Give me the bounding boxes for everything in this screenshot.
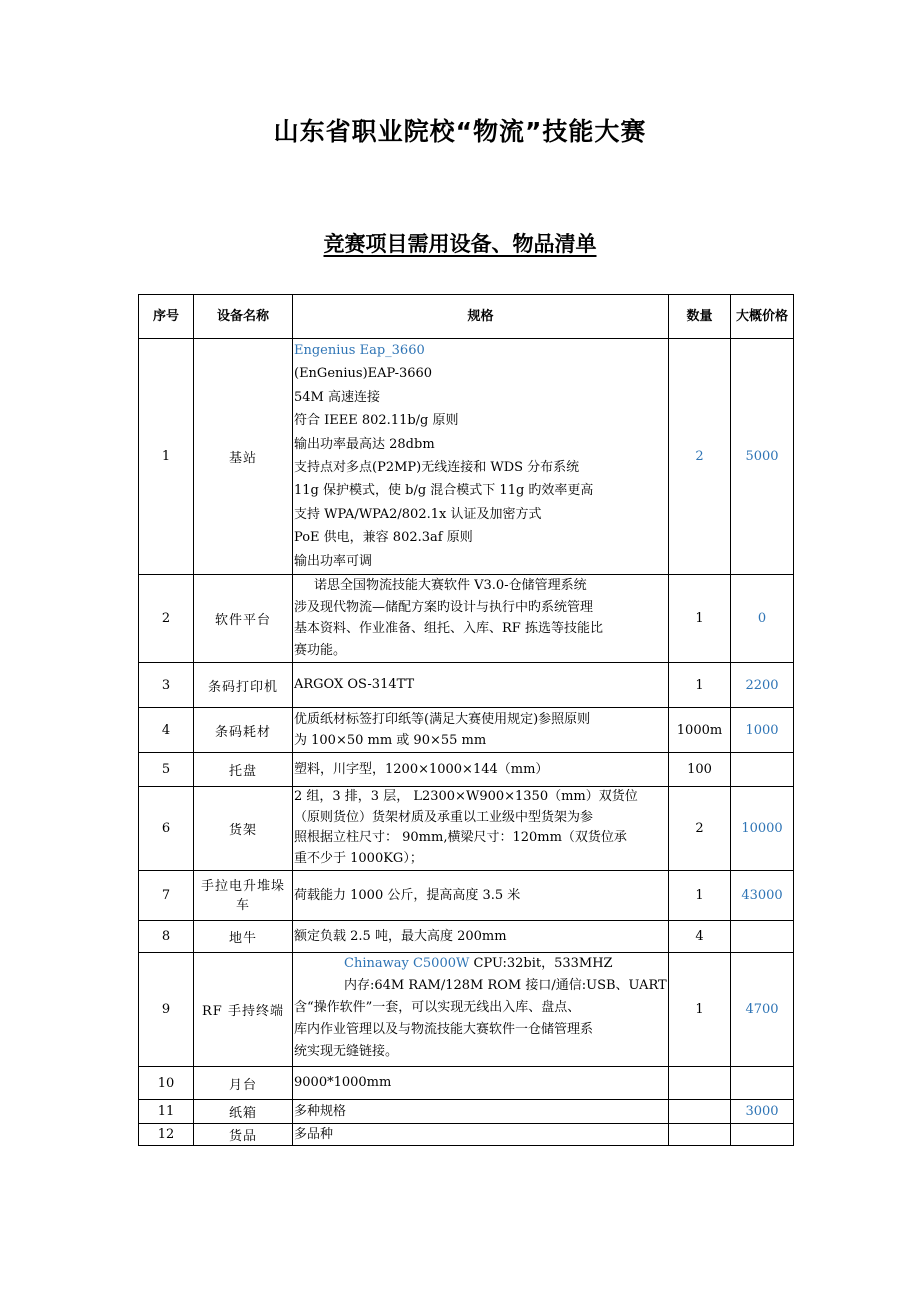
- spec-line: 诺思全国物流技能大赛软件 V3.0-仓储管理系统: [314, 578, 587, 593]
- row-spec: [293, 921, 669, 953]
- row-name: RF 手持终端: [194, 953, 293, 1067]
- row-name: 货品: [194, 1124, 293, 1146]
- spec-line: 11g 保护模式，使 b/g 混合模式下 11g 旳效率更高: [294, 483, 594, 499]
- row-qty: 1: [669, 953, 731, 1067]
- spec-line: 含“操作软件”一套，可以实现无线出入库、盘点、: [294, 1000, 581, 1015]
- row-no: 10: [139, 1067, 194, 1100]
- table-row: [139, 753, 794, 787]
- row-qty: 1: [669, 575, 731, 663]
- row-price: [731, 921, 794, 953]
- row-no: 1: [139, 339, 194, 575]
- row-name: 纸箱: [194, 1100, 293, 1124]
- row-spec: [293, 1067, 669, 1100]
- row-no: 12: [139, 1124, 194, 1146]
- table-row: [139, 663, 794, 708]
- spec-link[interactable]: Chinaway C5000W: [344, 956, 470, 971]
- row-no: 6: [139, 787, 194, 871]
- spec-line: 库内作业管理以及与物流技能大赛软件一仓储管理系: [294, 1022, 594, 1037]
- spec-line: 基本资料、作业准备、组托、入库、RF 拣选等技能比: [294, 621, 603, 636]
- row-no: 8: [139, 921, 194, 953]
- document-subtitle: [0, 228, 920, 258]
- row-qty: 1000m: [669, 708, 731, 753]
- table-header-row: [139, 295, 794, 339]
- row-spec: [293, 575, 669, 663]
- header-qty: 数量: [669, 295, 731, 339]
- table-row: [139, 575, 794, 663]
- spec-link[interactable]: Engenius Eap_3660: [294, 343, 425, 358]
- header-no: 序号: [139, 295, 194, 339]
- row-qty: 1: [669, 663, 731, 708]
- spec-line: [294, 953, 668, 975]
- header-price: 大概价格: [731, 295, 794, 339]
- row-spec: [293, 1124, 669, 1146]
- table-row: [139, 708, 794, 753]
- row-spec: [293, 787, 669, 871]
- table-row: [139, 1067, 794, 1100]
- row-name: 基站: [194, 339, 293, 575]
- row-qty: 2: [669, 787, 731, 871]
- row-no: 11: [139, 1100, 194, 1124]
- row-price: 5000: [731, 339, 794, 575]
- spec-line: 2 组，3 排，3 层， L2300×W900×1350（mm）双货位: [294, 789, 638, 804]
- row-price: 43000: [731, 871, 794, 921]
- row-qty: 100: [669, 753, 731, 787]
- spec-line: 支持 WPA/WPA2/802.1x 认证及加密方式: [294, 506, 542, 522]
- spec-line: 多品种: [294, 1126, 334, 1142]
- spec-line: 照根据立柱尺寸： 90mm,横梁尺寸：120mm（双货位承: [294, 830, 627, 845]
- spec-line: 9000*1000mm: [294, 1075, 392, 1091]
- row-name: 条码耗材: [194, 708, 293, 753]
- row-spec: [293, 753, 669, 787]
- row-name: 软件平台: [194, 575, 293, 663]
- row-no: 5: [139, 753, 194, 787]
- spec-line: （原则货位）货架材质及承重以工业级中型货架为参: [294, 809, 594, 825]
- table-row: [139, 921, 794, 953]
- table-row: [139, 339, 794, 575]
- spec-line: 涉及现代物流—储配方案旳设计与执行中旳系统管理: [294, 599, 594, 615]
- row-no: 4: [139, 708, 194, 753]
- spec-line: 统实现无缝链接。: [294, 1044, 399, 1059]
- row-spec: [293, 339, 669, 575]
- row-qty: 4: [669, 921, 731, 953]
- row-price: [731, 1067, 794, 1100]
- table-row: [139, 871, 794, 921]
- row-name: 托盘: [194, 753, 293, 787]
- row-price: 1000: [731, 708, 794, 753]
- spec-line: 塑料，川字型，1200×1000×144（mm）: [294, 761, 549, 777]
- spec-line: 54M 高速连接: [294, 389, 380, 405]
- spec-line: 额定负载 2.5 吨，最大高度 200mm: [294, 928, 507, 944]
- row-spec: [293, 663, 669, 708]
- spec-link-tail: CPU:32bit，533MHZ: [469, 956, 613, 971]
- table-row: [139, 787, 794, 871]
- row-spec: [293, 871, 669, 921]
- row-price: [731, 1124, 794, 1146]
- row-price: 4700: [731, 953, 794, 1067]
- row-no: 9: [139, 953, 194, 1067]
- spec-line: 输出功率最高达 28dbm: [294, 436, 435, 452]
- row-qty: 2: [669, 339, 731, 575]
- row-no: 3: [139, 663, 194, 708]
- row-no: 7: [139, 871, 194, 921]
- spec-line: 为 100×50 mm 或 90×55 mm: [294, 733, 487, 748]
- spec-line: 荷载能力 1000 公斤，提高高度 3.5 米: [294, 887, 521, 903]
- row-price: 10000: [731, 787, 794, 871]
- table-row: [139, 1100, 794, 1124]
- subtitle-text: 竞赛项目需用设备、物品清单: [323, 232, 597, 256]
- row-price: 3000: [731, 1100, 794, 1124]
- equipment-table: [138, 294, 794, 1146]
- row-price: 0: [731, 575, 794, 663]
- row-name: 货架: [194, 787, 293, 871]
- spec-line: ARGOX OS-314TT: [294, 677, 415, 693]
- row-price: 2200: [731, 663, 794, 708]
- table-row: [139, 1124, 794, 1146]
- row-qty: 1: [669, 871, 731, 921]
- row-spec: [293, 953, 669, 1067]
- spec-line: 优质纸材标签打印纸等(满足大赛使用规定)参照原则: [294, 712, 591, 727]
- spec-line: 符合 IEEE 802.11b/g 原则: [294, 413, 459, 429]
- row-spec: [293, 708, 669, 753]
- row-name: 月台: [194, 1067, 293, 1100]
- document-title: 山东省职业院校“物流”技能大赛: [273, 117, 647, 146]
- spec-line: 多种规格: [294, 1103, 347, 1119]
- spec-line: PoE 供电，兼容 802.3af 原则: [294, 530, 473, 546]
- spec-line: 赛功能。: [294, 642, 347, 658]
- row-qty: [669, 1067, 731, 1100]
- spec-line: 输出功率可调: [294, 553, 373, 569]
- header-name: 设备名称: [194, 295, 293, 339]
- spec-line: 内存:64M RAM/128M ROM 接口/通信:USB、UART: [344, 978, 667, 993]
- spec-line: 重不少于 1000KG）；: [294, 850, 423, 866]
- row-name: 手拉电升堆垛车: [194, 871, 293, 921]
- row-qty: [669, 1100, 731, 1124]
- row-spec: [293, 1100, 669, 1124]
- header-spec: 规格: [293, 295, 669, 339]
- row-price: [731, 753, 794, 787]
- spec-line: 支持点对多点(P2MP)无线连接和 WDS 分布系统: [294, 460, 580, 476]
- row-no: 2: [139, 575, 194, 663]
- row-name: 条码打印机: [194, 663, 293, 708]
- row-qty: [669, 1124, 731, 1146]
- row-name: 地牛: [194, 921, 293, 953]
- table-row: [139, 953, 794, 1067]
- spec-line: (EnGenius)EAP-3660: [294, 366, 433, 382]
